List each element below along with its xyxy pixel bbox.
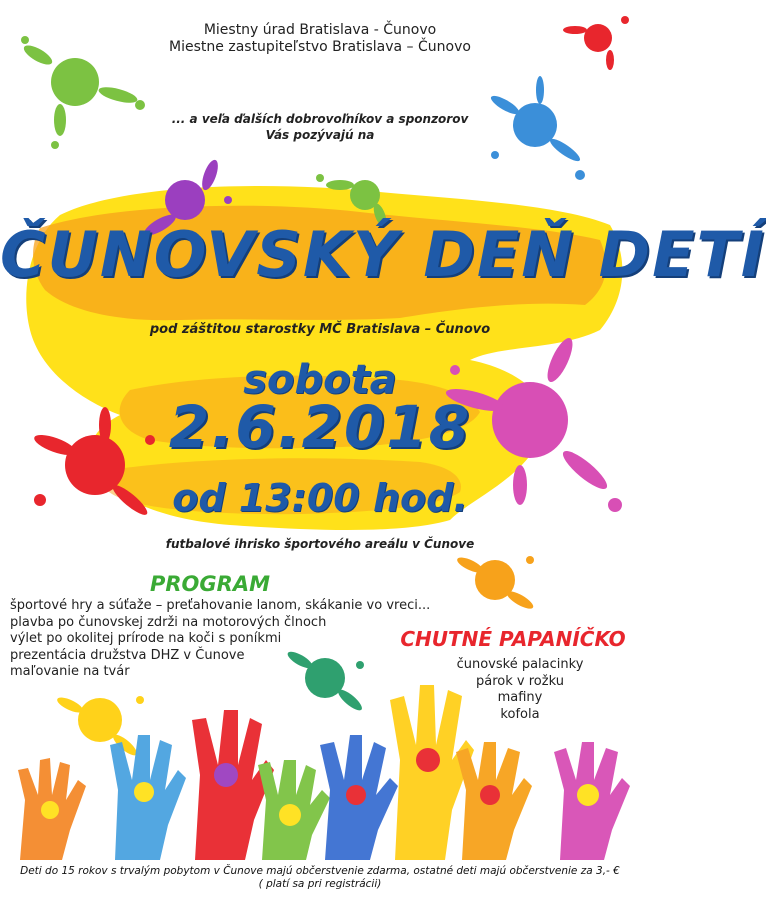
footer-line-2: ( platí sa pri registrácii) — [258, 878, 382, 890]
food-item: kofola — [500, 706, 540, 722]
yellow-splat-lower-left — [55, 695, 144, 759]
program-item: športové hry a súťaže – preťahovanie lanom, skákanie vo vreci... — [10, 598, 431, 613]
patron-line: pod záštitou starostky MČ Bratislava – Čunovo — [149, 322, 491, 337]
invite-line-2: Vás pozývajú na — [265, 128, 375, 142]
food-item: čunovské palacinky — [456, 657, 584, 672]
program-item: výlet po okolitej prírode na koči s poníkmi — [10, 631, 282, 646]
food-heading: CHUTNÉ PAPANÍČKO — [400, 627, 626, 651]
footer-note — [0, 865, 640, 891]
program-item: maľovanie na tvár — [10, 664, 130, 679]
program-item: prezentácia družstva DHZ v Čunove — [10, 647, 245, 663]
event-title: ČUNOVSKÝ DEŇ DETÍ — [0, 218, 766, 291]
event-date: 2.6.2018 — [168, 393, 472, 461]
footer-line-1: Deti do 15 rokov s trvalým pobytom v Čunove majú občerstvenie zdarma, ostatné deti majú občerstvenie za 3,- € — [20, 865, 620, 877]
event-day: sobota — [243, 357, 397, 403]
organizer-line-1: Miestny úrad Bratislava - Čunovo — [203, 22, 437, 38]
food-item: párok v rožku — [476, 673, 564, 689]
hand-3 — [192, 710, 274, 860]
food-item: mafiny — [497, 690, 543, 705]
program-list — [10, 598, 430, 681]
orange-splat-right — [455, 555, 535, 612]
organizer-line-2: Miestne zastupiteľstvo Bratislava – Čunovo — [169, 39, 471, 55]
event-time: od 13:00 hod. — [172, 476, 468, 520]
food-list — [435, 657, 605, 723]
event-venue: futbalové ihrisko športového areálu v Čunove — [165, 537, 475, 551]
program-heading: PROGRAM — [150, 572, 270, 596]
invite-line-1: ... a veľa ďalších dobrovoľníkov a sponzorov — [171, 112, 469, 126]
program-item: plavba po čunovskej zdrži na motorových člnoch — [10, 614, 327, 630]
